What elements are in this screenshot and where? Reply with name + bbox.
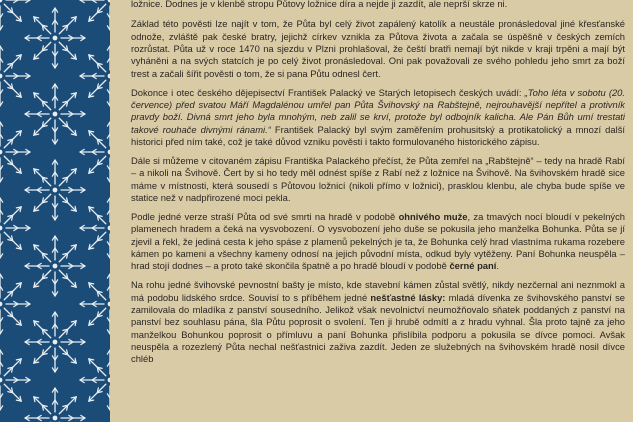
- text-run: Podle jedné verze straší Půta od své smrti na hradě v podobě: [131, 210, 399, 222]
- text-run: František Palacký byl svým zaměřením prohusitský a protikatolický a mnozí další historici před ním také, což je také důvod vzniku pověsti i takto formulovaného historického zápisu.: [131, 123, 625, 148]
- bold-text: černé paní: [449, 260, 497, 272]
- text-run: Základ této pověsti lze najít v tom, že Půta byl celý život zapálený katolík a neustále pronásledoval jiné křesťanské odnože, zvláště pak české bratry, jejichž církev vznikla za Půtova života a začala se úspěšně v českých zemích rozrůstat. Půta už v roce 1470 na sjezdu v Plzni prohlašoval, že čeští bratři nemají být nikde v kraji trpěni a mají být vyháněni a na svých statcích je po celý život pronásledoval. Oni pak považovali ze svého pohledu jeho smrt za boží trest a začali šířit pověsti o tom, že si pana Půtu odnesl čert.: [131, 18, 625, 79]
- compass-star-pattern-icon: [0, 0, 110, 422]
- bold-text: nešťastné lásky:: [370, 291, 446, 303]
- text-run: Dokonce i otec českého dějepisectví František Palacký ve Starých letopisech českých uvádí:: [131, 86, 525, 98]
- paragraph-4: [131, 155, 625, 204]
- paragraph-5: [131, 211, 625, 273]
- quote-text: „Toho léta v sobotu (20. července) před svatou Máří Magdalénou umřel pan Půta Švihovský na Rabštejně, nejrouhavější nepřítel a protivník pravdy boží. Divná smrt jeho byla mnohým, neb zalil se krví, protože byl odbojník kalicha. Ale Pán Bůh umí trestati takové rouhače divnými ránami.“: [131, 86, 625, 135]
- paragraph-1: [131, 0, 625, 10]
- decorative-sidebar: [0, 0, 110, 422]
- text-run: .: [496, 260, 499, 272]
- paragraph-6: [131, 279, 625, 365]
- text-run: ložnice. Dodnes je v klenbě stropu Půtovy ložnice díra a nejde ji zazdít, ale neprší skrze ni.: [131, 0, 508, 9]
- paragraph-3: [131, 87, 625, 149]
- text-run: Dále si můžeme v citovaném zápisu Františka Palackého přečíst, že Půta zemřel na „Rabštejně“ – tedy na hradě Rabí – a nikoli na Švihově. Čert by si ho tedy měl odnést spíše z Rabí než z ložnice na Švihově. Na švihovském hradě sice máme v místnosti, která sousedí s Půtovou ložnicí (nikoli přímo v ložnici), prasklou klenbu, ale chyba bude spíše ve statice než v nadpřirozené moci pekla.: [131, 154, 625, 203]
- text-run: , za tmavých nocí bloudí v pekelných plamenech hradem a čeká na vysvobození. O vysvobození jeho duše se pokusila jeho manželka Bohunka. Půta se jí zjevil a řekl, že jediná cesta k jeho spáse z plamenů pekelných je ta, že Bohunka celý hrad vlastníma rukama rozebere kámen po kameni a všechny kameny odnosí na jejich původní místa, odkud byly vytěženy. Paní Bohunka neuspěla – hrad stojí dodnes – a proto také skončila špatně a po hradě bloudí v podobě: [131, 210, 625, 272]
- text-run: Na rohu jedné švihovské pevnostní bašty je místo, kde stavební kámen zůstal světlý, nikdy nezčernal ani neznmokl a má podobu lidského srdce. Souvisí to s příběhem jedné: [131, 279, 625, 303]
- bold-text: ohnivého muže: [398, 210, 468, 222]
- paragraph-2: [131, 18, 625, 80]
- text-run: mladá dívenka ze švihovského panství se zamilovala do mladíka z panství sousedního. Jelikož však nevolnictví neumožňovalo sňatek poddaných z panství na panství bez souhlasu pána, šla Půtu poprosit o svolení. Ten ji hrubě odmítl a z hradu vyhnal. Šla proto tajně za jeho manželkou Bohunkou poprosit o přímluvu a paní Bohunka přislíbila podporu a pokusila se dívce pomoci. Avšak neuspěla a rozezlený Půta nechal nešťastnici zaživa zazdít. Jeden ze služebných na švihovském hradě nosil dívce chléb: [131, 291, 625, 365]
- article-text: [131, 0, 625, 372]
